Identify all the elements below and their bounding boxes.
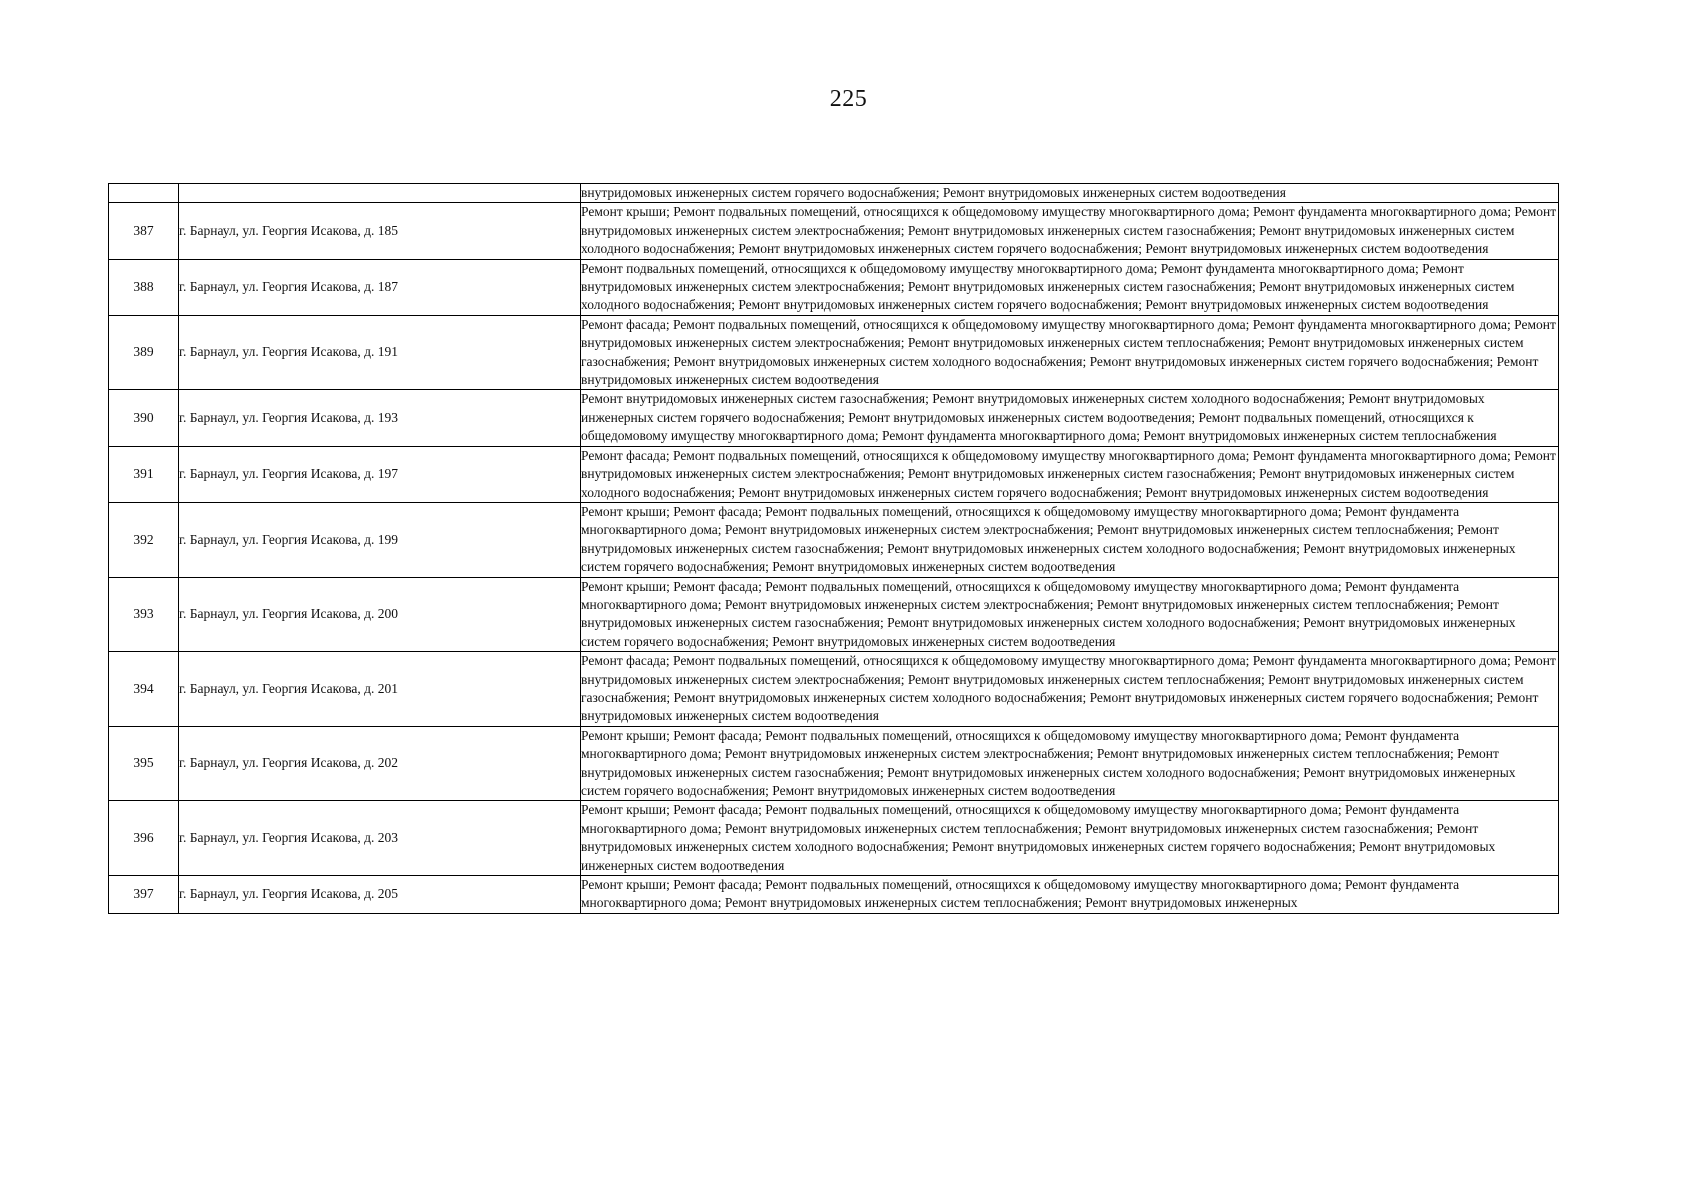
address-cell: г. Барнаул, ул. Георгия Исакова, д. 201 (179, 652, 581, 727)
works-cell: Ремонт крыши; Ремонт фасада; Ремонт подвальных помещений, относящихся к общедомовому имуществу многоквартирного дома; Ремонт фундамента многоквартирного дома; Ремонт внутридомовых инженерных систем теплоснабжения; Ремонт внутридомовых инженерных систем газоснабжения; Ремонт внутридомовых инженерных систем холодного водоснабжения; Ремонт внутридомовых инженерных систем горячего водоснабжения; Ремонт внутридомовых инженерных систем водоотведения (581, 801, 1559, 876)
address-cell: г. Барнаул, ул. Георгия Исакова, д. 203 (179, 801, 581, 876)
registry-table (108, 183, 1559, 914)
address-cell: г. Барнаул, ул. Георгия Исакова, д. 202 (179, 726, 581, 801)
works-cell: Ремонт крыши; Ремонт фасада; Ремонт подвальных помещений, относящихся к общедомовому имуществу многоквартирного дома; Ремонт фундамента многоквартирного дома; Ремонт внутридомовых инженерных систем теплоснабжения; Ремонт внутридомовых инженерных (581, 876, 1559, 914)
row-number-cell: 389 (109, 315, 179, 390)
works-cell: Ремонт крыши; Ремонт фасада; Ремонт подвальных помещений, относящихся к общедомовому имуществу многоквартирного дома; Ремонт фундамента многоквартирного дома; Ремонт внутридомовых инженерных систем электроснабжения; Ремонт внутридомовых инженерных систем теплоснабжения; Ремонт внутридомовых инженерных систем газоснабжения; Ремонт внутридомовых инженерных систем холодного водоснабжения; Ремонт внутридомовых инженерных систем горячего водоснабжения; Ремонт внутридомовых инженерных систем водоотведения (581, 577, 1559, 652)
row-number-cell: 387 (109, 203, 179, 259)
table-row (109, 726, 1559, 801)
works-cell: Ремонт подвальных помещений, относящихся к общедомовому имуществу многоквартирного дома; Ремонт фундамента многоквартирного дома; Ремонт внутридомовых инженерных систем электроснабжения; Ремонт внутридомовых инженерных систем газоснабжения; Ремонт внутридомовых инженерных систем холодного водоснабжения; Ремонт внутридомовых инженерных систем горячего водоснабжения; Ремонт внутридомовых инженерных систем водоотведения (581, 259, 1559, 315)
table-row (109, 203, 1559, 259)
row-number-cell (109, 184, 179, 203)
table-row (109, 259, 1559, 315)
row-number-cell: 392 (109, 502, 179, 577)
address-cell: г. Барнаул, ул. Георгия Исакова, д. 185 (179, 203, 581, 259)
table-row (109, 390, 1559, 446)
address-cell: г. Барнаул, ул. Георгия Исакова, д. 187 (179, 259, 581, 315)
table-row (109, 876, 1559, 914)
address-cell: г. Барнаул, ул. Георгия Исакова, д. 197 (179, 446, 581, 502)
row-number-cell: 396 (109, 801, 179, 876)
works-cell: внутридомовых инженерных систем горячего водоснабжения; Ремонт внутридомовых инженерных систем водоотведения (581, 184, 1559, 203)
works-cell: Ремонт крыши; Ремонт фасада; Ремонт подвальных помещений, относящихся к общедомовому имуществу многоквартирного дома; Ремонт фундамента многоквартирного дома; Ремонт внутридомовых инженерных систем электроснабжения; Ремонт внутридомовых инженерных систем теплоснабжения; Ремонт внутридомовых инженерных систем газоснабжения; Ремонт внутридомовых инженерных систем холодного водоснабжения; Ремонт внутридомовых инженерных систем горячего водоснабжения; Ремонт внутридомовых инженерных систем водоотведения (581, 726, 1559, 801)
works-cell: Ремонт фасада; Ремонт подвальных помещений, относящихся к общедомовому имуществу многоквартирного дома; Ремонт фундамента многоквартирного дома; Ремонт внутридомовых инженерных систем электроснабжения; Ремонт внутридомовых инженерных систем теплоснабжения; Ремонт внутридомовых инженерных систем газоснабжения; Ремонт внутридомовых инженерных систем холодного водоснабжения; Ремонт внутридомовых инженерных систем горячего водоснабжения; Ремонт внутридомовых инженерных систем водоотведения (581, 315, 1559, 390)
table-row (109, 577, 1559, 652)
address-cell: г. Барнаул, ул. Георгия Исакова, д. 200 (179, 577, 581, 652)
row-number-cell: 397 (109, 876, 179, 914)
row-number-cell: 391 (109, 446, 179, 502)
address-cell: г. Барнаул, ул. Георгия Исакова, д. 191 (179, 315, 581, 390)
works-cell: Ремонт крыши; Ремонт подвальных помещений, относящихся к общедомовому имуществу многоквартирного дома; Ремонт фундамента многоквартирного дома; Ремонт внутридомовых инженерных систем электроснабжения; Ремонт внутридомовых инженерных систем газоснабжения; Ремонт внутридомовых инженерных систем холодного водоснабжения; Ремонт внутридомовых инженерных систем горячего водоснабжения; Ремонт внутридомовых инженерных систем водоотведения (581, 203, 1559, 259)
page-number: 225 (829, 86, 868, 112)
row-number-cell: 393 (109, 577, 179, 652)
row-number-cell: 388 (109, 259, 179, 315)
address-cell: г. Барнаул, ул. Георгия Исакова, д. 199 (179, 502, 581, 577)
address-cell (179, 184, 581, 203)
row-number-cell: 390 (109, 390, 179, 446)
row-number-cell: 395 (109, 726, 179, 801)
address-cell: г. Барнаул, ул. Георгия Исакова, д. 193 (179, 390, 581, 446)
works-cell: Ремонт фасада; Ремонт подвальных помещений, относящихся к общедомовому имуществу многоквартирного дома; Ремонт фундамента многоквартирного дома; Ремонт внутридомовых инженерных систем электроснабжения; Ремонт внутридомовых инженерных систем теплоснабжения; Ремонт внутридомовых инженерных систем газоснабжения; Ремонт внутридомовых инженерных систем холодного водоснабжения; Ремонт внутридомовых инженерных систем горячего водоснабжения; Ремонт внутридомовых инженерных систем водоотведения (581, 652, 1559, 727)
row-number-cell: 394 (109, 652, 179, 727)
table-row (109, 502, 1559, 577)
works-cell: Ремонт фасада; Ремонт подвальных помещений, относящихся к общедомовому имуществу многоквартирного дома; Ремонт фундамента многоквартирного дома; Ремонт внутридомовых инженерных систем электроснабжения; Ремонт внутридомовых инженерных систем газоснабжения; Ремонт внутридомовых инженерных систем холодного водоснабжения; Ремонт внутридомовых инженерных систем горячего водоснабжения; Ремонт внутридомовых инженерных систем водоотведения (581, 446, 1559, 502)
table-row (109, 801, 1559, 876)
works-cell: Ремонт внутридомовых инженерных систем газоснабжения; Ремонт внутридомовых инженерных систем холодного водоснабжения; Ремонт внутридомовых инженерных систем горячего водоснабжения; Ремонт внутридомовых инженерных систем водоотведения; Ремонт подвальных помещений, относящихся к общедомовому имуществу многоквартирного дома; Ремонт фундамента многоквартирного дома; Ремонт внутридомовых инженерных систем теплоснабжения (581, 390, 1559, 446)
table-row (109, 446, 1559, 502)
table-row-continuation (109, 184, 1559, 203)
table-row (109, 652, 1559, 727)
table-row (109, 315, 1559, 390)
works-cell: Ремонт крыши; Ремонт фасада; Ремонт подвальных помещений, относящихся к общедомовому имуществу многоквартирного дома; Ремонт фундамента многоквартирного дома; Ремонт внутридомовых инженерных систем электроснабжения; Ремонт внутридомовых инженерных систем теплоснабжения; Ремонт внутридомовых инженерных систем газоснабжения; Ремонт внутридомовых инженерных систем холодного водоснабжения; Ремонт внутридомовых инженерных систем горячего водоснабжения; Ремонт внутридомовых инженерных систем водоотведения (581, 502, 1559, 577)
address-cell: г. Барнаул, ул. Георгия Исакова, д. 205 (179, 876, 581, 914)
